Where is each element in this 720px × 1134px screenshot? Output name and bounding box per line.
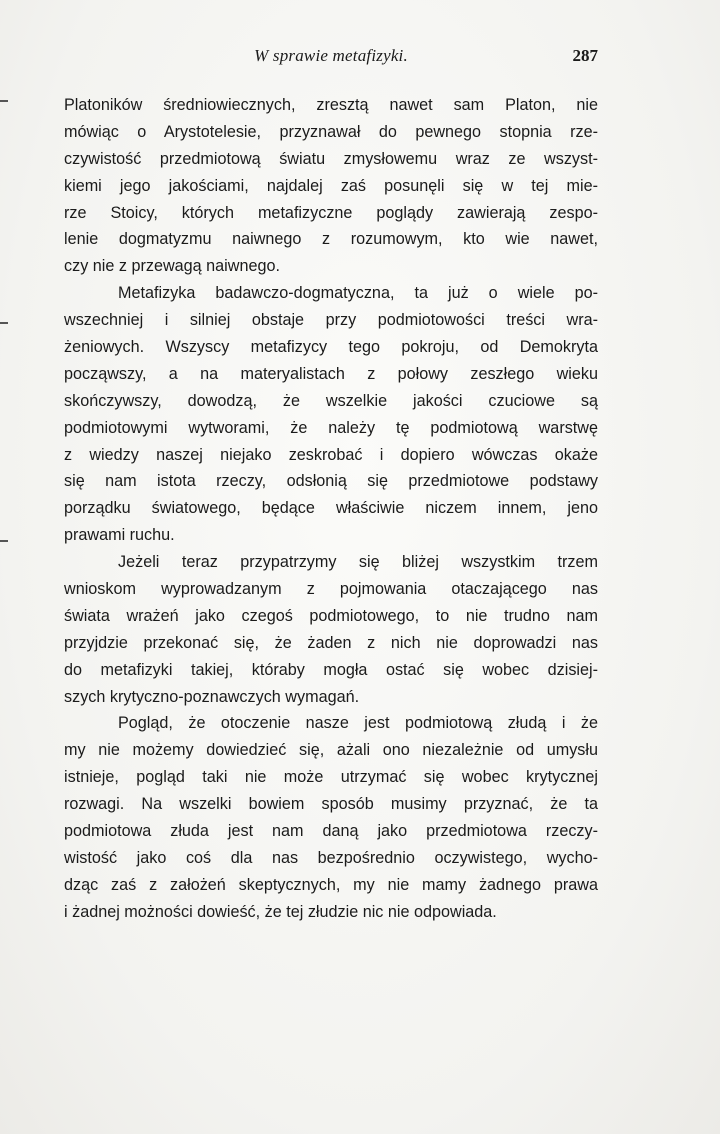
text-line: Metafizyka badawczo-dogmatyczna, ta już o wiele po- xyxy=(118,284,598,303)
text-line: czywistość przedmiotową światu zmysłowemu wraz ze wszyst- xyxy=(64,149,598,168)
text-line: z wiedzy naszej niejako zeskrobać i dopiero wówczas okaże xyxy=(64,445,598,464)
text-line: mówiąc o Arystotelesie, przyznawał do pewnego stopnia rze- xyxy=(64,122,598,141)
text-line: prawami ruchu. xyxy=(64,526,175,545)
text-line: szych krytyczno-poznawczych wymagań. xyxy=(64,687,360,706)
text-line: dząc zaś z założeń skeptycznych, my nie mamy żadnego prawa xyxy=(64,875,598,894)
text-line: porządku światowego, będące właściwie niczem innem, jeno xyxy=(64,499,598,518)
text-line: skończywszy, dowodzą, że wszelkie jakości czuciowe są xyxy=(64,391,598,410)
text-line: podmiotowymi wytworami, że należy tę podmiotową warstwę xyxy=(64,418,598,437)
body-text xyxy=(64,92,598,926)
paragraph xyxy=(64,280,598,549)
text-line: do metafizyki takiej, któraby mogła ostać się wobec dzisiej- xyxy=(64,660,598,679)
page-number: 287 xyxy=(572,46,598,65)
scan-mark xyxy=(0,540,8,542)
text-line: żeniowych. Wszyscy metafizycy tego pokroju, od Demokryta xyxy=(64,338,598,357)
scan-mark xyxy=(0,100,8,102)
page-header xyxy=(64,46,598,70)
text-line: lenie dogmatyzmu naiwnego z rozumowym, kto wie nawet, xyxy=(64,230,598,249)
text-line: Platoników średniowiecznych, zresztą nawet sam Platon, nie xyxy=(64,96,598,114)
text-line: wistość jako coś dla nas bezpośrednio oczywistego, wycho- xyxy=(64,848,598,867)
text-line: my nie możemy dowiedzieć się, ażali ono niezależnie od umysłu xyxy=(64,741,598,760)
text-line: rze Stoicy, których metafizyczne poglądy zawierają zespo- xyxy=(64,203,598,222)
text-line: podmiotowa złuda jest nam daną jako przedmiotowa rzeczy- xyxy=(64,822,598,841)
text-line: i żadnej możności dowieść, że tej złudzie nic nie odpowiada. xyxy=(64,902,497,921)
text-line: świata wrażeń jako czegoś podmiotowego, to nie trudno nam xyxy=(64,606,598,625)
paragraph xyxy=(64,549,598,710)
text-line: wnioskom wyprowadzanym z pojmowania otaczającego nas xyxy=(64,580,598,599)
text-line: kiemi jego jakościami, najdalej zaś posunęli się w tej mie- xyxy=(64,176,598,195)
text-line: wszechniej i silniej obstaje przy podmiotowości treści wra- xyxy=(64,311,598,330)
text-line: się nam istota rzeczy, odsłonią się przedmiotowe podstawy xyxy=(64,472,598,491)
text-line: Pogląd, że otoczenie nasze jest podmiotową złudą i że xyxy=(118,714,598,733)
paragraph xyxy=(64,710,598,925)
text-line: począwszy, a na materyalistach z połowy zeszłego wieku xyxy=(64,364,598,383)
paragraph xyxy=(64,92,598,280)
text-line: przyjdzie przekonać się, że żaden z nich nie doprowadzi nas xyxy=(64,633,598,652)
scan-mark xyxy=(0,322,8,324)
text-line: rozwagi. Na wszelki bowiem sposób musimy przyznać, że ta xyxy=(64,795,598,814)
text-line: Jeżeli teraz przypatrzymy się bliżej wszystkim trzem xyxy=(118,553,598,572)
text-line: czy nie z przewagą naiwnego. xyxy=(64,257,280,276)
running-title: W sprawie metafizyki. xyxy=(254,46,408,65)
text-line: istnieje, pogląd taki nie może utrzymać się wobec krytycznej xyxy=(64,768,598,787)
